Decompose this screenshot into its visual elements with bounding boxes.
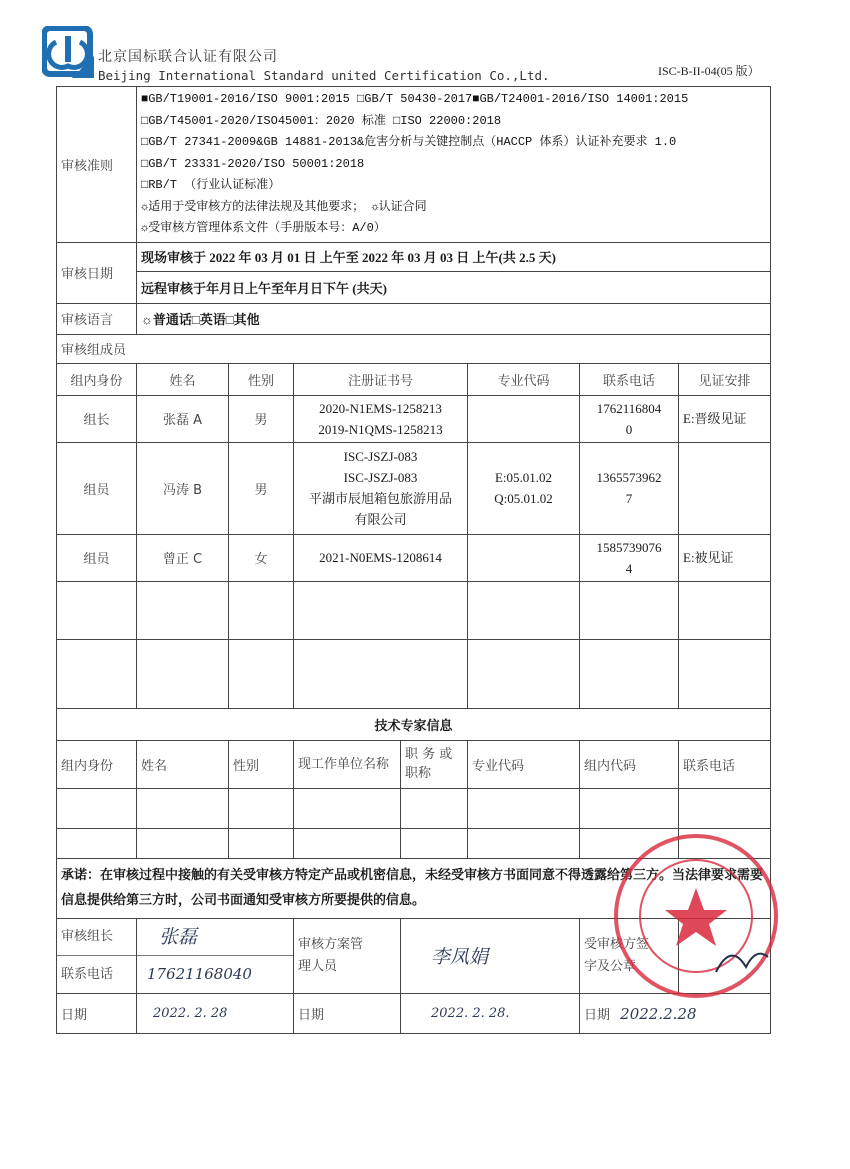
experts-title-row <box>57 708 771 740</box>
criteria-label: 审核准则 <box>57 87 137 243</box>
member-cert <box>294 534 468 581</box>
company-name-cn: 北京国标联合认证有限公司 <box>98 49 278 65</box>
criteria-line: ☼受审核方管理体系文件（手册版本号：A/0） <box>141 221 386 235</box>
audit-plan-table <box>56 86 771 1034</box>
remote-audit-date: 远程审核于年月日上午至年月日下午 (共天) <box>137 271 771 303</box>
audit-date-label: 审核日期 <box>57 242 137 303</box>
team-row <box>57 395 771 442</box>
team-col-cert: 注册证书号 <box>294 363 468 395</box>
pledge-text: 承诺：在审核过程中接触的有关受审核方特定产品或机密信息，未经受审核方书面同意不得透露给第三方。当法律要求需要信息提供给第三方时，公司书面通知受审核方所要提供的信息。 <box>57 858 771 918</box>
member-witness: E:被见证 <box>679 534 771 581</box>
member-code <box>468 534 580 581</box>
code-line: E:05.01.02 <box>494 470 553 485</box>
audit-language-label: 审核语言 <box>57 303 137 334</box>
document-header <box>38 24 798 86</box>
cert-line: 2019-N1QMS-1258213 <box>318 421 443 437</box>
member-role: 组长 <box>57 395 137 442</box>
cert-line: 2021-N0EMS-1208614 <box>319 550 442 565</box>
leader-signature: 张磊 <box>137 919 293 956</box>
team-row <box>57 534 771 581</box>
leader-date-label: 日期 <box>57 993 137 1033</box>
team-col-gender: 性别 <box>229 363 294 395</box>
team-row-empty <box>57 581 771 639</box>
signature-date-row <box>57 993 771 1033</box>
member-phone <box>580 534 679 581</box>
manager-date-label: 日期 <box>294 993 401 1033</box>
leader-phone-value: 17621168040 <box>147 964 252 983</box>
team-col-role: 组内身份 <box>57 363 137 395</box>
team-row-empty <box>57 639 771 708</box>
team-col-witness: 见证安排 <box>679 363 771 395</box>
team-col-phone: 联系电话 <box>580 363 679 395</box>
member-cert <box>294 442 468 534</box>
cert-line: 平湖市辰旭箱包旅游用品 <box>308 491 452 506</box>
criteria-line: □RB/T （行业认证标准） <box>141 178 281 192</box>
member-witness <box>679 442 771 534</box>
pledge-row <box>57 858 771 918</box>
criteria-line: ☼适用于受审核方的法律法规及其他要求； ☼认证合同 <box>141 199 427 214</box>
auditee-date-cell <box>580 993 771 1033</box>
code-line: Q:05.01.02 <box>494 491 553 506</box>
manager-label: 审核方案管理人员 <box>294 918 401 993</box>
criteria-row <box>57 87 771 243</box>
member-name: 张磊 A <box>137 395 229 442</box>
signature-row <box>57 918 771 993</box>
form-code: ISC-B-II-04(05 版） <box>658 64 760 78</box>
company-name-en: Beijing International Standard united Certification Co.,Ltd. <box>98 68 550 83</box>
phone-line: 7 <box>625 491 633 506</box>
phone-label: 联系电话 <box>61 966 114 982</box>
member-gender: 男 <box>229 442 294 534</box>
member-code <box>468 442 580 534</box>
team-label-row <box>57 334 771 363</box>
onsite-audit-date: 现场审核于 2022 年 03 月 01 日 上午至 2022 年 03 月 03 日 上午(共 2.5 天) <box>137 242 771 271</box>
audit-language-row <box>57 303 771 334</box>
auditee-date: 2022.2.28 <box>620 1004 697 1023</box>
criteria-list <box>137 87 771 243</box>
member-name: 冯涛 B <box>137 442 229 534</box>
auditee-label: 受审核方签字及公章 <box>580 918 679 993</box>
phone-line: 1762116804 <box>596 400 662 416</box>
cert-line: 有限公司 <box>354 512 407 527</box>
auditee-date-label: 日期 <box>584 1007 611 1023</box>
audit-language-value: ☼普通话□英语□其他 <box>137 303 771 334</box>
phone-line: 4 <box>625 560 633 576</box>
leader-phone-labels <box>57 918 137 993</box>
member-phone <box>580 442 679 534</box>
expert-col-code: 专业代码 <box>468 740 580 788</box>
expert-col-name: 姓名 <box>137 740 229 788</box>
cert-line: 2020-N1EMS-1258213 <box>319 400 442 416</box>
expert-row-empty <box>57 788 771 828</box>
criteria-line: ■GB/T19001-2016/ISO 9001:2015 □GB/T 50430-2017■GB/T24001-2016/ISO 14001:2015 <box>141 92 689 106</box>
leader-phone-values <box>137 918 294 993</box>
leader-label: 审核组长 <box>57 919 136 956</box>
expert-col-employer: 现工作单位名称 <box>294 740 401 788</box>
cert-line: ISC-JSZJ-083 <box>343 470 418 485</box>
experts-header-row <box>57 740 771 788</box>
member-name: 曾正 C <box>137 534 229 581</box>
team-col-name: 姓名 <box>137 363 229 395</box>
member-role: 组员 <box>57 534 137 581</box>
member-gender: 女 <box>229 534 294 581</box>
audit-date-remote-row <box>57 271 771 303</box>
member-role: 组员 <box>57 442 137 534</box>
team-label: 审核组成员 <box>57 334 771 363</box>
company-logo <box>42 26 94 80</box>
expert-col-role: 组内身份 <box>57 740 137 788</box>
phone-line: 1585739076 <box>596 539 662 555</box>
expert-col-phone: 联系电话 <box>679 740 771 788</box>
team-col-code: 专业代码 <box>468 363 580 395</box>
auditee-signature <box>679 918 771 993</box>
expert-col-title: 职 务 或 职称 <box>401 740 468 788</box>
experts-title: 技术专家信息 <box>57 708 771 740</box>
phone-line: 1365573962 <box>596 470 662 485</box>
team-header-row <box>57 363 771 395</box>
manager-date: 2022. 2. 28. <box>401 993 580 1033</box>
criteria-line: □GB/T45001-2020/ISO45001：2020 标准 □ISO 22000:2018 <box>141 113 502 128</box>
audit-date-onsite-row <box>57 242 771 271</box>
cert-line: ISC-JSZJ-083 <box>343 449 418 464</box>
phone-line: 0 <box>625 421 633 437</box>
expert-row-empty <box>57 828 771 858</box>
member-cert <box>294 395 468 442</box>
expert-col-gender: 性别 <box>229 740 294 788</box>
member-phone <box>580 395 679 442</box>
criteria-line: □GB/T 23331-2020/ISO 50001:2018 <box>141 156 365 171</box>
expert-col-group-code: 组内代码 <box>580 740 679 788</box>
leader-date: 2022. 2. 28 <box>137 993 294 1033</box>
manager-signature: 李凤娟 <box>401 918 580 993</box>
criteria-line: □GB/T 27341-2009&GB 14881-2013&危害分析与关键控制点（HACCP 体系）认证补充要求 1.0 <box>141 135 677 149</box>
team-row <box>57 442 771 534</box>
member-gender: 男 <box>229 395 294 442</box>
member-code <box>468 395 580 442</box>
member-witness: E:晋级见证 <box>679 395 771 442</box>
